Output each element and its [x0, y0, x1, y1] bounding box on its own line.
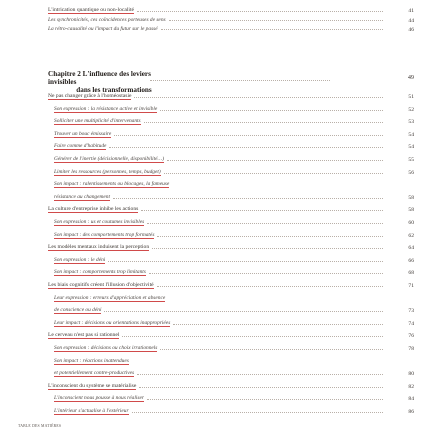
page-footer: TABLE DES MATIÈRES [18, 424, 62, 428]
toc-entry [54, 257, 386, 264]
dot-leader [137, 11, 383, 12]
toc-entry [54, 358, 386, 365]
toc-entry-page-number: 58 [408, 194, 414, 201]
dot-leader [108, 261, 383, 262]
toc-entry-title: résistance au changement [54, 193, 110, 200]
toc-entry [48, 332, 386, 339]
toc-entry-title: Ne pas changer grâce à l'homéostasie [48, 93, 132, 99]
toc-entry-page-number: 76 [408, 333, 414, 340]
dot-leader [144, 122, 383, 123]
toc-entry-title: L'intrication quantique ou non-localité [48, 7, 134, 13]
toc-entry [48, 26, 386, 32]
toc-entry-title: Faire comme d'habitude [54, 143, 107, 150]
dot-leader [141, 210, 383, 211]
dot-leader [160, 349, 383, 350]
toc-entry [54, 408, 386, 415]
toc-entry [54, 169, 386, 176]
toc-entry-title: Son expression : us et coutumes invisibles [54, 219, 145, 225]
toc-entry [54, 118, 386, 125]
toc-entry-page-number: 66 [408, 257, 414, 264]
toc-entry-title: Son impact : réactions inattendues [54, 357, 129, 364]
toc-entry-title: Son impact : comportements trop limitants [54, 269, 146, 276]
toc-entry-title: Son impact : ralentissements ou blocages, la fameuse [54, 181, 170, 188]
toc-entry-page-number: 54 [408, 144, 414, 151]
toc-entry [54, 143, 386, 150]
toc-entry-title: Le cerveau n'est pas si rationnel [48, 332, 120, 339]
toc-entry-page-number: 60 [408, 220, 414, 226]
chapter-leader [150, 80, 330, 81]
toc-entry-page-number: 54 [408, 131, 414, 138]
toc-entry [54, 181, 386, 188]
toc-entry-title: Son expression : le déni [54, 256, 106, 263]
toc-entry-page-number: 46 [408, 27, 414, 33]
toc-entry [48, 7, 386, 14]
dot-leader [139, 387, 383, 388]
dot-leader [114, 135, 383, 136]
toc-entry-title: Les synchronicités, ces coïncidences porteuses de sens [48, 16, 166, 23]
toc-entry [54, 156, 386, 163]
toc-entry-title: Les modèles mentaux induisent la perception [48, 244, 150, 251]
dot-leader [113, 198, 383, 199]
toc-entry-page-number: 80 [408, 371, 414, 378]
toc-entry [54, 131, 386, 138]
toc-entry-title: et potentiellement contre-productives [54, 370, 135, 377]
toc-entry-title: Son impact : des comportements trop formatés [54, 231, 155, 238]
toc-entry-page-number: 52 [408, 106, 414, 113]
toc-entry [54, 395, 386, 402]
toc-entry-title: Son expression : la résistance active et invisible [54, 105, 158, 112]
dot-leader [161, 29, 383, 30]
toc-entry [54, 370, 386, 377]
dot-leader [164, 173, 383, 174]
dot-leader [157, 286, 383, 287]
toc-entry-page-number: 73 [408, 308, 414, 315]
dot-leader [137, 374, 383, 375]
toc-entry-title: Son expression : décisions ou choix irrationnels [54, 345, 158, 351]
toc-entry-title: de conscience ou déni [54, 307, 102, 314]
toc-entry [54, 194, 386, 201]
toc-entry [54, 307, 386, 314]
toc-entry [48, 206, 386, 213]
toc-entry [54, 106, 386, 113]
toc-entry [54, 232, 386, 239]
toc-entry-title: L'inconscient nous pousse à nous réaliser [54, 395, 144, 402]
toc-entry-page-number: 44 [408, 17, 414, 24]
toc-entry-page-number: 82 [408, 383, 414, 390]
dot-leader [157, 236, 383, 237]
toc-entry-title: Générer de l'inertie (décisionnelle, disponibilité…) [54, 156, 165, 162]
toc-entry-page-number: 53 [408, 119, 414, 126]
toc-entry-page-number: 74 [408, 320, 414, 327]
dot-leader [122, 336, 383, 337]
toc-entry-title: Limiter les ressources (personnes, temps, budget) [54, 168, 161, 175]
dot-leader [167, 160, 383, 161]
toc-entry [54, 269, 386, 276]
toc-entry-page-number: 41 [408, 8, 414, 14]
toc-entry-title: Leur impact : décisions ou orientations inappropriées [54, 319, 171, 326]
toc-entry-page-number: 58 [408, 207, 414, 214]
toc-entry [48, 282, 386, 289]
dot-leader [109, 147, 383, 148]
toc-entry-page-number: 86 [408, 409, 414, 415]
toc-entry [54, 320, 386, 327]
toc-entry [48, 17, 386, 23]
chapter-page-number: 49 [407, 74, 414, 81]
chapter-heading [48, 70, 180, 94]
dot-leader [134, 97, 383, 98]
toc-entry [54, 219, 386, 226]
toc-entry-page-number: 78 [408, 346, 414, 352]
toc-entry [54, 295, 386, 302]
toc-entry [48, 383, 386, 390]
toc-entry-title: Solliciter une multiplicité d'intervenants [54, 118, 141, 125]
toc-entry-page-number: 51 [408, 94, 414, 100]
toc-entry-title: L'intérieur s'actualise à l'extérieur [54, 408, 129, 414]
toc-entry-page-number: 68 [408, 270, 414, 277]
toc-entry-title: La rétro-causalité ou l'impact du futur sur le passé [48, 26, 158, 32]
toc-entry [54, 345, 386, 352]
dot-leader [160, 110, 383, 111]
toc-entry-page-number: 55 [408, 157, 414, 163]
dot-leader [104, 311, 383, 312]
dot-leader [152, 248, 383, 249]
toc-entry-title: Trouver un bouc émissaire [54, 130, 112, 137]
dot-leader [132, 412, 383, 413]
dot-leader [147, 399, 383, 400]
toc-entry-page-number: 71 [408, 283, 414, 289]
dot-leader [173, 324, 383, 325]
dot-leader [149, 273, 383, 274]
toc-entry-page-number: 62 [408, 232, 414, 239]
chapter-subtitle: dans les transformations [76, 86, 152, 94]
toc-entry [48, 93, 386, 100]
toc-entry-page-number: 84 [408, 396, 414, 403]
toc-entry-title: Les biais cognitifs créent l'illusion d'objectivité [48, 282, 154, 288]
chapter-title: Chapitre 2 L'influence des leviers invisibles [48, 70, 151, 86]
toc-entry-title: La culture d'entreprise inhibe les actions [48, 206, 139, 213]
toc-entry-page-number: 64 [408, 245, 414, 252]
toc-entry-title: L'inconscient du système se matérialise [48, 382, 137, 389]
toc-entry [48, 244, 386, 251]
toc-entry-title: Leur expression : erreurs d'appréciation et absence [54, 294, 166, 301]
dot-leader [147, 223, 383, 224]
dot-leader [169, 20, 383, 21]
toc-entry-page-number: 56 [408, 169, 414, 176]
